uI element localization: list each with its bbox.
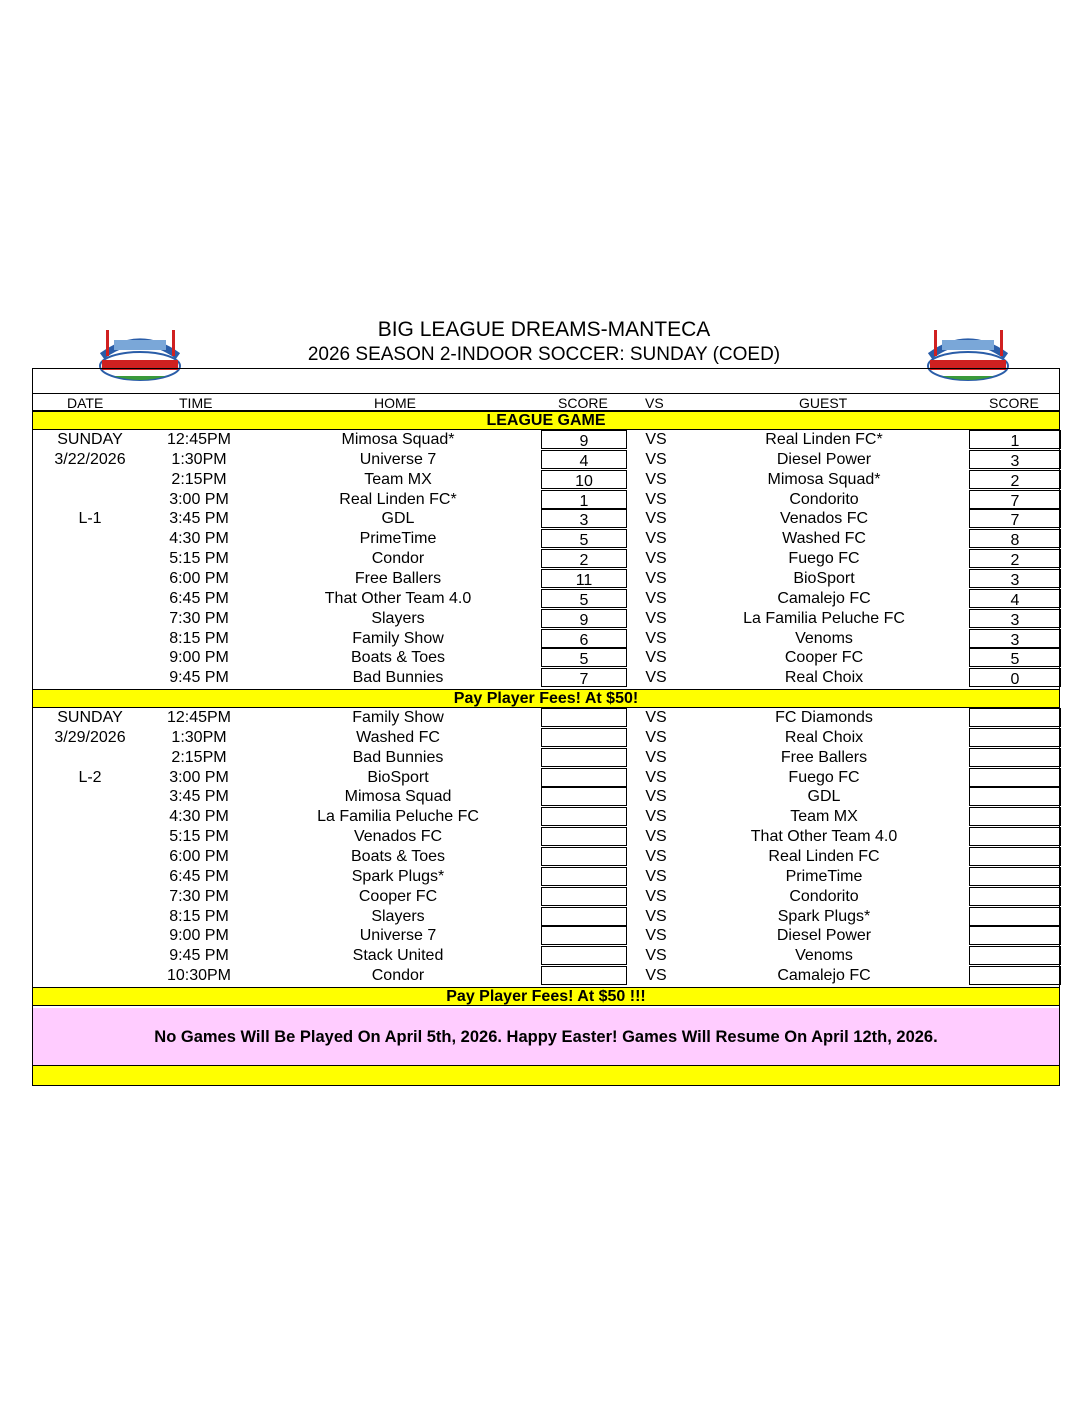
- home-team: Condor: [371, 550, 425, 568]
- game-time: 1:30PM: [171, 450, 227, 468]
- guest-score: [969, 887, 1061, 906]
- home-team: Boats & Toes: [351, 847, 445, 865]
- home-team: Condor: [371, 967, 425, 985]
- home-score: [541, 907, 627, 926]
- col-guest-score: SCORE: [989, 395, 1039, 411]
- game-time: 4:30 PM: [169, 808, 229, 826]
- home-score: [541, 946, 627, 965]
- game-row: [33, 708, 1059, 728]
- week-label: 3/22/2026: [54, 450, 126, 468]
- game-time: 6:45 PM: [169, 867, 229, 885]
- game-row: [33, 430, 1059, 450]
- game-row: [33, 728, 1059, 748]
- guest-score: 0: [969, 668, 1061, 687]
- home-score: [541, 926, 627, 945]
- week-label: SUNDAY: [57, 431, 123, 448]
- vs-label: VS: [645, 450, 667, 468]
- home-score: [541, 807, 627, 826]
- guest-team: PrimeTime: [785, 867, 863, 885]
- vs-label: VS: [645, 808, 667, 826]
- game-time: 10:30PM: [166, 967, 232, 985]
- guest-team: Cooper FC: [784, 649, 864, 667]
- game-time: 6:00 PM: [169, 569, 229, 587]
- guest-team: Venoms: [795, 947, 853, 965]
- vs-label: VS: [645, 550, 667, 568]
- vs-label: VS: [645, 470, 667, 488]
- guest-score: [969, 708, 1061, 727]
- home-score: 6: [541, 629, 627, 648]
- home-team: Cooper FC: [358, 887, 438, 905]
- vs-label: VS: [645, 649, 667, 667]
- footer-band: [33, 1066, 1059, 1085]
- game-time: 5:15 PM: [169, 828, 229, 846]
- home-team: That Other Team 4.0: [324, 589, 472, 607]
- home-score: 2: [541, 549, 627, 568]
- home-team: Universe 7: [359, 450, 437, 468]
- home-score: [541, 748, 627, 767]
- game-row: [33, 569, 1059, 589]
- game-row: [33, 926, 1059, 946]
- guest-score: [969, 807, 1061, 826]
- home-team: GDL: [381, 510, 415, 528]
- guest-team: La Familia Peluche FC: [743, 609, 905, 627]
- home-score: [541, 708, 627, 727]
- game-time: 9:45 PM: [169, 947, 229, 965]
- col-date: DATE: [67, 395, 104, 411]
- vs-label: VS: [645, 748, 667, 766]
- guest-team: Free Ballers: [780, 748, 868, 766]
- home-score: [541, 867, 627, 886]
- home-score: [541, 966, 627, 985]
- guest-score: [969, 946, 1061, 965]
- guest-team: Real Choix: [784, 728, 864, 746]
- guest-score: 2: [969, 470, 1061, 489]
- game-time: 9:00 PM: [169, 927, 229, 945]
- col-home-score: SCORE: [558, 395, 608, 411]
- home-score: [541, 827, 627, 846]
- column-header-row: [33, 393, 1059, 411]
- easter-notice: No Games Will Be Played On April 5th, 2026. Happy Easter! Games Will Resume On April 12th, 2026.: [33, 1008, 1059, 1066]
- home-score: 3: [541, 509, 627, 528]
- guest-score: 3: [969, 450, 1061, 469]
- game-time: 12:45PM: [166, 709, 232, 726]
- game-row: [33, 907, 1059, 927]
- game-row: [33, 867, 1059, 887]
- guest-score: 3: [969, 609, 1061, 628]
- guest-team: Venoms: [795, 629, 853, 647]
- guest-score: [969, 867, 1061, 886]
- guest-score: 4: [969, 589, 1061, 608]
- game-time: 6:00 PM: [169, 847, 229, 865]
- week-label: L-2: [78, 768, 102, 786]
- game-row: [33, 827, 1059, 847]
- game-row: [33, 787, 1059, 807]
- home-score: 5: [541, 589, 627, 608]
- game-time: 8:15 PM: [169, 629, 229, 647]
- vs-label: VS: [645, 768, 667, 786]
- col-home: HOME: [374, 395, 416, 411]
- week-label: SUNDAY: [57, 709, 123, 726]
- guest-team: GDL: [807, 788, 841, 806]
- vs-label: VS: [645, 510, 667, 528]
- guest-score: 7: [969, 509, 1061, 528]
- home-team: Bad Bunnies: [352, 748, 444, 766]
- page-title: BIG LEAGUE DREAMS-MANTECA: [377, 318, 711, 341]
- game-time: 3:00 PM: [169, 768, 229, 786]
- vs-label: VS: [645, 887, 667, 905]
- schedule-sheet: [32, 368, 1060, 1086]
- guest-team: Team MX: [790, 808, 858, 826]
- vs-label: VS: [645, 927, 667, 945]
- game-row: [33, 490, 1059, 510]
- game-time: 2:15PM: [171, 748, 227, 766]
- guest-score: [969, 907, 1061, 926]
- home-team: Family Show: [352, 629, 444, 647]
- home-score: 10: [541, 470, 627, 489]
- guest-team: Condorito: [789, 490, 859, 508]
- game-row: [33, 629, 1059, 649]
- home-score: 9: [541, 430, 627, 449]
- guest-team: Camalejo FC: [777, 967, 871, 985]
- guest-team: Mimosa Squad*: [767, 470, 881, 488]
- fees-band-2: Pay Player Fees! At $50 !!!: [33, 987, 1059, 1006]
- fees-band-1: Pay Player Fees! At $50!: [33, 689, 1059, 708]
- vs-label: VS: [645, 907, 667, 925]
- home-team: Washed FC: [356, 728, 440, 746]
- vs-label: VS: [645, 947, 667, 965]
- guest-score: [969, 827, 1061, 846]
- guest-score: 3: [969, 569, 1061, 588]
- col-vs: VS: [645, 395, 664, 411]
- game-time: 1:30PM: [171, 728, 227, 746]
- home-team: Boats & Toes: [351, 649, 445, 667]
- page-subtitle: 2026 SEASON 2-INDOOR SOCCER: SUNDAY (COED): [307, 344, 781, 365]
- home-team: Stack United: [352, 947, 444, 965]
- home-team: La Familia Peluche FC: [317, 808, 479, 826]
- game-row: [33, 668, 1059, 688]
- game-time: 2:15PM: [171, 470, 227, 488]
- home-team: Mimosa Squad*: [341, 431, 455, 448]
- guest-score: [969, 748, 1061, 767]
- guest-team: Real Linden FC*: [765, 431, 883, 448]
- home-team: Spark Plugs*: [351, 867, 445, 885]
- game-time: 3:00 PM: [169, 490, 229, 508]
- vs-label: VS: [645, 867, 667, 885]
- game-time: 8:15 PM: [169, 907, 229, 925]
- home-team: Venados FC: [353, 828, 443, 846]
- guest-team: BioSport: [793, 569, 855, 587]
- vs-label: VS: [645, 669, 667, 687]
- home-score: 5: [541, 648, 627, 667]
- guest-score: 1: [969, 430, 1061, 449]
- guest-team: Fuego FC: [788, 768, 860, 786]
- guest-score: [969, 966, 1061, 985]
- home-score: 11: [541, 569, 627, 588]
- home-team: Family Show: [352, 709, 444, 726]
- home-score: [541, 768, 627, 787]
- home-score: [541, 728, 627, 747]
- game-time: 3:45 PM: [169, 510, 229, 528]
- game-row: [33, 470, 1059, 490]
- game-row: [33, 549, 1059, 569]
- game-row: [33, 748, 1059, 768]
- home-team: Team MX: [364, 470, 432, 488]
- guest-score: 3: [969, 629, 1061, 648]
- game-row: [33, 529, 1059, 549]
- home-score: 1: [541, 490, 627, 509]
- vs-label: VS: [645, 609, 667, 627]
- game-row: [33, 768, 1059, 788]
- guest-team: Diesel Power: [776, 927, 872, 945]
- guest-score: [969, 728, 1061, 747]
- vs-label: VS: [645, 490, 667, 508]
- game-row: [33, 966, 1059, 986]
- guest-team: Condorito: [789, 887, 859, 905]
- game-row: [33, 887, 1059, 907]
- game-row: [33, 509, 1059, 529]
- guest-team: FC Diamonds: [775, 709, 873, 726]
- home-score: [541, 887, 627, 906]
- guest-team: Spark Plugs*: [777, 907, 871, 925]
- game-time: 12:45PM: [166, 431, 232, 448]
- guest-score: 7: [969, 490, 1061, 509]
- home-score: 9: [541, 609, 627, 628]
- vs-label: VS: [645, 967, 667, 985]
- vs-label: VS: [645, 629, 667, 647]
- guest-score: [969, 926, 1061, 945]
- home-team: Slayers: [371, 609, 425, 627]
- home-team: Free Ballers: [354, 569, 442, 587]
- game-row: [33, 450, 1059, 470]
- guest-team: Real Linden FC: [768, 847, 880, 865]
- game-time: 7:30 PM: [169, 609, 229, 627]
- home-score: [541, 847, 627, 866]
- home-team: PrimeTime: [359, 530, 437, 548]
- game-row: [33, 589, 1059, 609]
- game-row: [33, 847, 1059, 867]
- home-team: Real Linden FC*: [339, 490, 457, 508]
- game-time: 5:15 PM: [169, 550, 229, 568]
- home-team: Bad Bunnies: [352, 669, 444, 687]
- guest-team: Camalejo FC: [777, 589, 871, 607]
- game-row: [33, 648, 1059, 668]
- game-row: [33, 609, 1059, 629]
- home-score: 7: [541, 668, 627, 687]
- guest-team: That Other Team 4.0: [750, 828, 898, 846]
- guest-team: Washed FC: [782, 530, 866, 548]
- guest-score: 2: [969, 549, 1061, 568]
- guest-team: Real Choix: [784, 669, 864, 687]
- guest-team: Diesel Power: [776, 450, 872, 468]
- vs-label: VS: [645, 709, 667, 726]
- col-time: TIME: [179, 395, 213, 411]
- game-time: 9:45 PM: [169, 669, 229, 687]
- game-time: 4:30 PM: [169, 530, 229, 548]
- vs-label: VS: [645, 530, 667, 548]
- home-score: [541, 787, 627, 806]
- home-team: Mimosa Squad: [344, 788, 452, 806]
- game-time: 3:45 PM: [169, 788, 229, 806]
- home-score: 5: [541, 529, 627, 548]
- game-time: 7:30 PM: [169, 887, 229, 905]
- vs-label: VS: [645, 847, 667, 865]
- guest-score: [969, 847, 1061, 866]
- guest-score: 8: [969, 529, 1061, 548]
- col-guest: GUEST: [799, 395, 848, 411]
- vs-label: VS: [645, 569, 667, 587]
- home-team: Universe 7: [359, 927, 437, 945]
- week-label: L-1: [78, 510, 102, 528]
- vs-label: VS: [645, 431, 667, 448]
- home-team: BioSport: [367, 768, 429, 786]
- game-row: [33, 807, 1059, 827]
- guest-score: 5: [969, 648, 1061, 667]
- week-label: 3/29/2026: [54, 728, 126, 746]
- vs-label: VS: [645, 728, 667, 746]
- guest-score: [969, 768, 1061, 787]
- game-time: 9:00 PM: [169, 649, 229, 667]
- vs-label: VS: [645, 788, 667, 806]
- vs-label: VS: [645, 828, 667, 846]
- guest-team: Fuego FC: [788, 550, 860, 568]
- home-team: Slayers: [371, 907, 425, 925]
- guest-team: Venados FC: [779, 510, 869, 528]
- game-time: 6:45 PM: [169, 589, 229, 607]
- game-row: [33, 946, 1059, 966]
- guest-score: [969, 787, 1061, 806]
- league-game-band: LEAGUE GAME: [33, 411, 1059, 430]
- home-score: 4: [541, 450, 627, 469]
- vs-label: VS: [645, 589, 667, 607]
